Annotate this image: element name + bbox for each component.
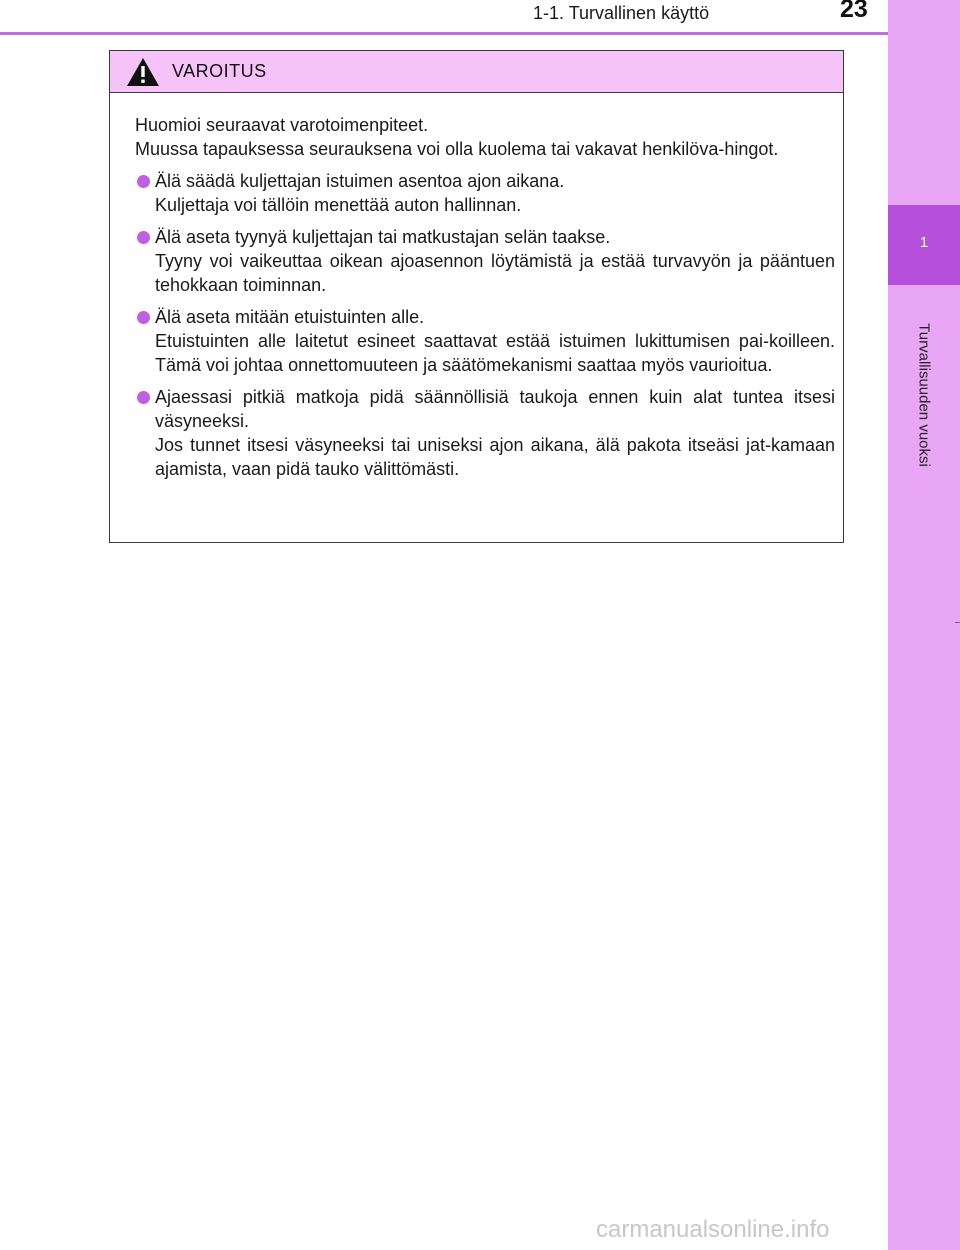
bullet-icon	[137, 175, 150, 188]
warning-box	[109, 50, 844, 543]
warning-list	[135, 169, 835, 481]
intro-line: Huomioi seuraavat varotoimenpiteet.	[135, 115, 429, 135]
bullet-icon	[137, 231, 150, 244]
chapter-tab[interactable]	[888, 205, 960, 285]
item-text: Kuljettaja voi tällöin menettää auton hallinnan.	[155, 195, 522, 215]
warning-header	[110, 51, 843, 93]
page-number: 23	[840, 0, 868, 23]
chapter-tab-number: 1	[919, 234, 929, 251]
list-item	[135, 225, 835, 297]
chapter-title: 1-1. Turvallinen käyttö	[533, 3, 710, 23]
watermark: carmanualsonline.info	[596, 1216, 830, 1243]
item-text: Tyyny voi vaikeuttaa oikean ajoasennon löytämistä ja estää turvavyön ja pääntuen tehokkaan toiminnan.	[155, 251, 835, 295]
side-strip	[888, 0, 960, 1250]
item-title: Älä aseta mitään etuistuinten alle.	[155, 307, 425, 327]
item-text: Jos tunnet itsesi väsyneeksi tai uniseksi ajon aikana, älä pakota itseäsi jat-kamaan ajamista, vaan pidä tauko välittömästi.	[155, 435, 835, 479]
header-rule	[0, 32, 888, 35]
bullet-icon	[137, 311, 150, 324]
warning-triangle-icon	[126, 57, 160, 87]
list-item	[135, 305, 835, 377]
item-title: Ajaessasi pitkiä matkoja pidä säännöllisiä taukoja ennen kuin alat tuntea itsesi väsyneeksi.	[155, 387, 835, 431]
item-title: Älä säädä kuljettajan istuimen asentoa ajon aikana.	[155, 171, 565, 191]
intro-line: Muussa tapauksessa seurauksena voi olla kuolema tai vakavat henkilöva-hingot.	[135, 139, 779, 159]
warning-title: VAROITUS	[172, 61, 267, 81]
warning-intro	[135, 113, 835, 161]
warning-body	[135, 113, 835, 489]
bullet-icon	[137, 391, 150, 404]
item-title: Älä aseta tyynyä kuljettajan tai matkustajan selän taakse.	[155, 227, 611, 247]
side-tick	[955, 622, 960, 623]
item-text: Etuistuinten alle laitetut esineet saattavat estää istuimen lukittumisen pai-koilleen. Tämä voi johtaa onnettomuuteen ja säätömekanismi saattaa myös vaurioitua.	[155, 331, 835, 375]
chapter-tab-label: Turvallisuuden vuoksi	[915, 323, 933, 467]
list-item	[135, 169, 835, 217]
list-item	[135, 385, 835, 481]
